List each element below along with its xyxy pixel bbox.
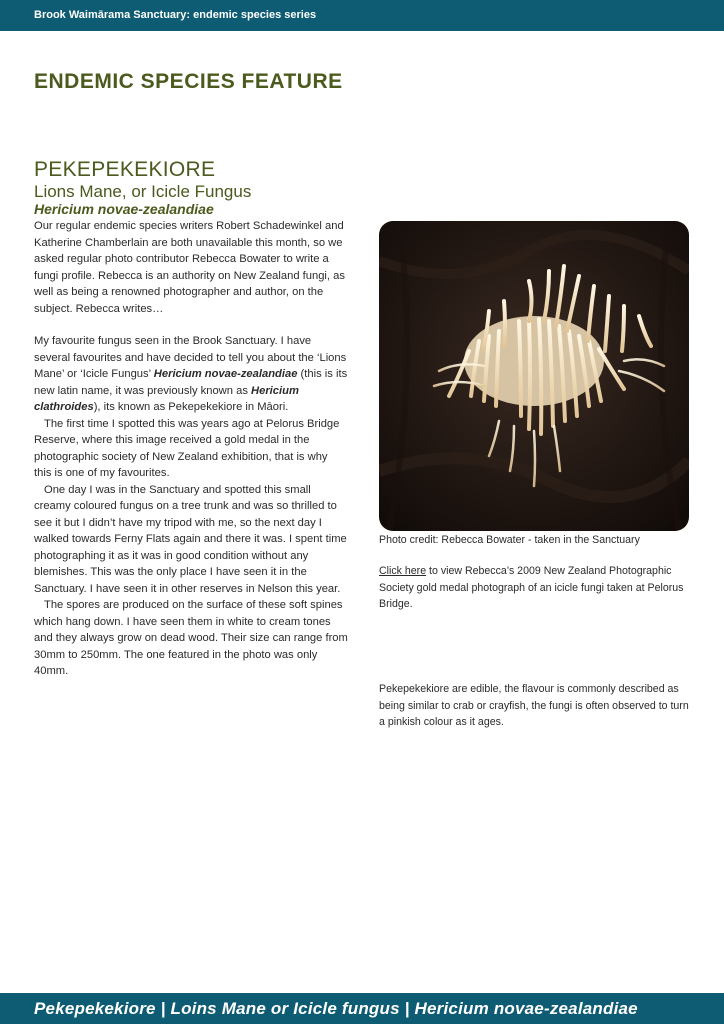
fungus-photo — [379, 221, 689, 531]
species-alt-name: Lions Mane, or Icicle Fungus — [34, 182, 252, 201]
photo-caption: Photo credit: Rebecca Bowater - taken in the Sanctuary — [379, 534, 640, 546]
edible-paragraph: Pekepekekiore are edible, the flavour is commonly described as being similar to crab or crayfish, the fungi is often observed to turn a pinkish colour as it ages. — [379, 683, 689, 728]
scientific-name-inline: Hericium novae-zealandiae — [153, 368, 298, 380]
species-common-name: PEKEPEKEKIORE — [34, 158, 216, 181]
species-scientific-name: Hericium novae-zealandiae — [34, 201, 214, 217]
paragraph-first-spotted: The first time I spotted this was years ago at Pelorus Bridge Reserve, where this image received a gold medal in the photographic society of New Zealand exhibition, that is why this is one of my favourites. — [34, 417, 340, 479]
header-bar — [0, 0, 724, 31]
footer-text: Pekepekekiore | Loins Mane or Icicle fungus | Hericium novae-zealandiae — [34, 999, 638, 1018]
footer-bar — [0, 993, 724, 1024]
intro-paragraph: Our regular endemic species writers Robert Schadewinkel and Katherine Chamberlain are both unavailable this month, so we asked regular photo contributor Rebecca Bowater to write a fungi profile. Rebecca is an authority on New Zealand fungi, as well as being a renowned photographer and author, on the subject. Rebecca writes… — [34, 220, 345, 315]
paragraph-text: ), its known as Pekepekekiore in Māori. — [93, 401, 289, 413]
paragraph-sanctuary: One day I was in the Sanctuary and spotted this small creamy coloured fungus on a tree trunk and was so thrilled to see it but I didn’t have my tripod with me, so the next day I walked towards Ferny Flats again and there it was. I spent time photographing it as it was in good condition without any blemishes. This was the only place I have seen it in the Sanctuary. I have seen it in other reserves in Nelson this year. — [34, 483, 347, 595]
photo-column — [379, 221, 691, 613]
scientific-name-inline: Hericium clathroides — [34, 384, 299, 413]
feature-heading: ENDEMIC SPECIES FEATURE — [34, 70, 343, 93]
header-title: Brook Waimārama Sanctuary: endemic species series — [34, 9, 317, 21]
article-column — [34, 158, 348, 680]
paragraph-spores: The spores are produced on the surface of these soft spines which hang down. I have seen them in white to cream tones and they always grow on dead wood. Their size can range from 30mm to 250mm. The one featured in the photo was only 40mm. — [34, 599, 348, 677]
link-paragraph-text: to view Rebecca’s 2009 New Zealand Photographic Society gold medal photograph of an icicle fungi taken at Pelorus Bridge. — [379, 565, 684, 610]
click-here-link[interactable]: Click here — [379, 565, 427, 577]
paragraph-text: (this is its new latin name, it was previously known as — [34, 368, 348, 397]
paragraph-favourite — [34, 333, 348, 416]
gold-medal-paragraph — [379, 563, 691, 613]
paragraph-text: My favourite fungus seen in the Brook Sanctuary. I have several favourites and have decided to tell you about the ‘Lions Mane’ or ‘Icicle Fungus’ — [34, 335, 347, 380]
